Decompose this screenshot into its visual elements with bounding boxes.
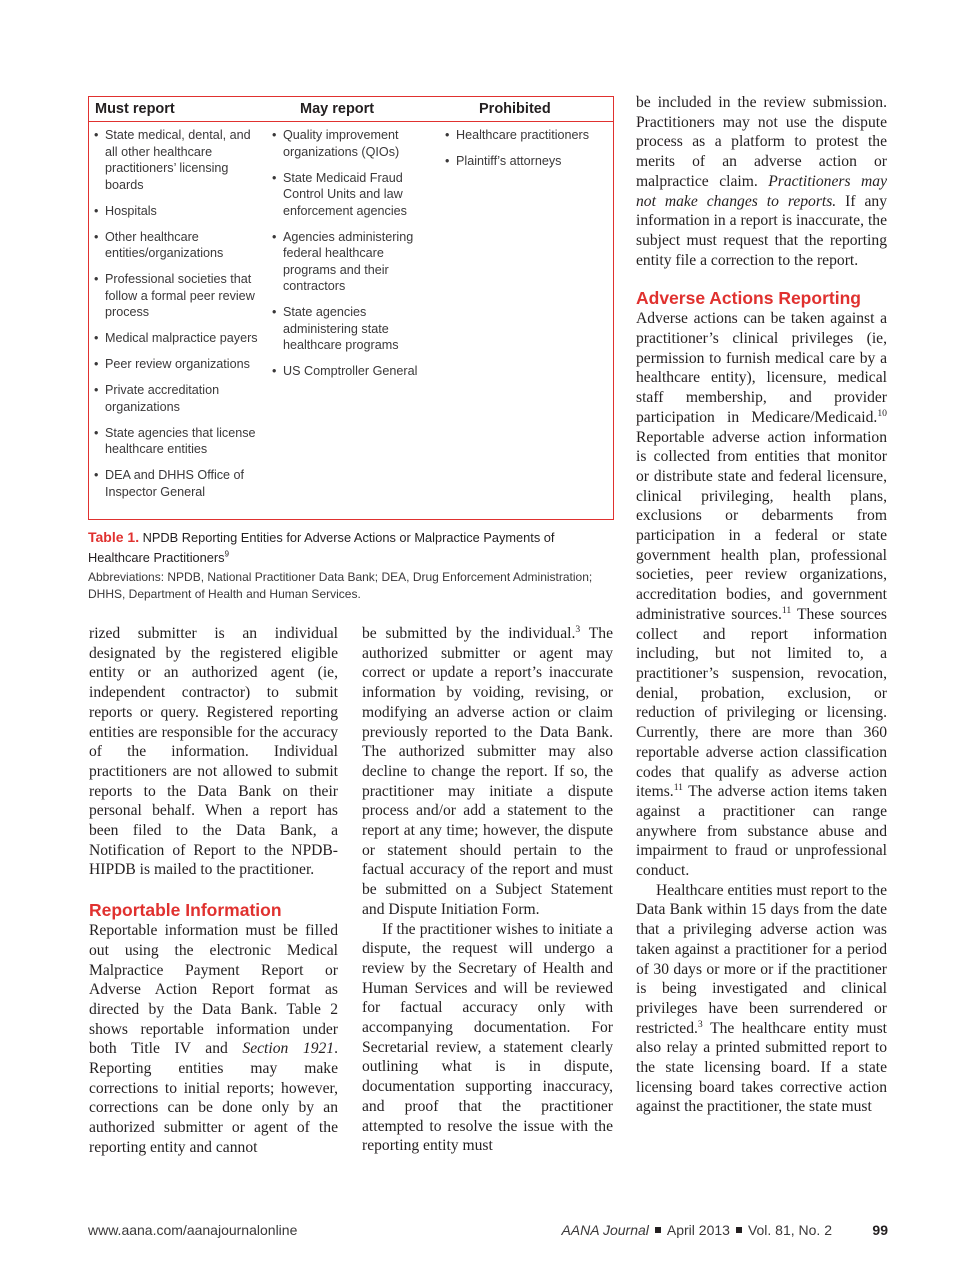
paragraph: Healthcare entities must report to the Data Bank within 15 days from the date that a privileging adverse action was taken against a practitioner for a period of 30 days or more or if the practitioner is being investigated and clinical privileges have been surrendered or restricted.$^3$ The healthcare entity must also relay a printed submitted report to the state licensing board. If a state licensing board takes corrective action against the practitioner, the state must: [636, 881, 887, 1116]
list-item: • Private accreditation organizations: [94, 382, 266, 415]
reporting-entities-table: [88, 96, 614, 520]
list-item: • Hospitals: [94, 203, 266, 220]
table-header-row: [89, 97, 613, 122]
text-column-2: [362, 624, 613, 1156]
table-caption: [88, 527, 618, 602]
text-column-1: [89, 624, 338, 1158]
text-column-3: [636, 93, 887, 1117]
must-report-column: [94, 127, 266, 510]
paragraph: Reportable information must be filled out using the electronic Medical Malpractice Payment Report or Adverse Action Report format as directed by the Data Bank. Table 2 shows reportable information under both Title IV and Section 1921. Reporting entities may make corrections to initial reports; however, corrections can be done only by an authorized submitter or agent of the reporting entity and cannot: [89, 922, 338, 1156]
journal-url: www.aana.com/aanajournalonline: [88, 1222, 298, 1238]
list-item: • Professional societies that follow a formal peer review process: [94, 271, 266, 321]
prohibited-column: [445, 127, 611, 179]
list-item: • State medical, dental, and all other healthcare practitioners’ licensing boards: [94, 127, 266, 193]
paragraph: Adverse actions can be taken against a practitioner’s clinical privileges (ie, permission to furnish medical care by a healthcare entity), licensure, medical staff membership, and provider participation in Medicare/Medicaid.$^{10}$ Reportable adverse action information is collected from entities that monitor or distribute state and federal licensure, clinical privileging, health plans, exclusions or debarments from participation in a federal or state government health plan, professional societies, peer review organizations, accreditation bodies, and government administrative sources.$^{11}$ These sources collect and report information including, but not limited to, a practitioner’s suspension, revocation, denial, probation, exclusion, or reduction of privileging or licensing. Currently, there are more than 360 reportable adverse action classification codes that qualify as adverse action items.$^{11}$ The adverse action items taken against a practitioner can range anywhere from substance abuse and impairment to fraud or unprofessional conduct.: [636, 310, 887, 880]
header-must-report: Must report: [95, 101, 175, 117]
list-item: • Other healthcare entities/organizations: [94, 229, 266, 262]
journal-issue: [561, 1222, 832, 1238]
list-item: • US Comptroller General: [272, 363, 432, 380]
reference-marker: 10: [877, 407, 887, 419]
list-item: • State agencies administering state healthcare programs: [272, 304, 432, 354]
list-item: • State Medicaid Fraud Control Units and law enforcement agencies: [272, 170, 432, 220]
caption-label: Table 1.: [88, 529, 140, 545]
list-item: • Healthcare practitioners: [445, 127, 611, 144]
separator-square-icon: [655, 1227, 661, 1233]
list-item: • Quality improvement organizations (QIOs): [272, 127, 432, 160]
list-item: • Peer review organizations: [94, 356, 266, 373]
list-item: • Medical malpractice payers: [94, 330, 266, 347]
may-report-column: [272, 127, 432, 389]
paragraph: rized submitter is an individual designated by the registered eligible entity or an authorized agent (ie, independent contractor) to submit reports or query. Registered reporting entities are responsible for the accuracy of the information. Individual practitioners are not allowed to submit reports to the Data Bank on their personal behalf. When a report has been filed to the Data Bank, a Notification of Report to the NPDB-HIPDB is mailed to the practitioner.: [89, 625, 338, 879]
header-may-report: May report: [300, 101, 375, 117]
volume-number: Vol. 81, No. 2: [747, 1222, 832, 1238]
paragraph: If the practitioner wishes to initiate a dispute, the request will undergo a review by the Secretary of Health and Human Services and will be reviewed for factual accuracy only with accompanying documentation. For Secretarial review, a statement clearly outlining what is in dispute, documentation supporting inaccuracy, and proof that the practitioner attempted to resolve the issue with the reporting entity must: [362, 920, 613, 1155]
list-item: • DEA and DHHS Office of Inspector General: [94, 467, 266, 500]
journal-name: AANA Journal: [561, 1222, 649, 1238]
header-prohibited: Prohibited: [479, 101, 551, 117]
list-item: • Agencies administering federal healthcare programs and their contractors: [272, 229, 432, 295]
page-number: 99: [872, 1222, 888, 1238]
paragraph: be included in the review submission. Practitioners may not use the dispute process as a platform to protest the merits of an adverse action or malpractice claim. Practitioners may not make changes to reports. If any information in a report is inaccurate, the subject must request that the reporting entity file a correction to the report.: [636, 94, 887, 269]
reference-marker: 3: [575, 623, 581, 635]
separator-square-icon: [736, 1227, 742, 1233]
section-heading-adverse-actions-reporting: Adverse Actions Reporting: [636, 288, 861, 309]
caption-abbreviations: Abbreviations: NPDB, National Practitioner Data Bank; DEA, Drug Enforcement Administration; DHHS, Department of Health and Human Services.: [88, 570, 593, 601]
caption-title: NPDB Reporting Entities for Adverse Actions or Malpractice Payments of Healthcare Practitioners: [88, 530, 555, 565]
reference-marker: 3: [697, 1018, 703, 1030]
issue-date: April 2013: [666, 1222, 730, 1238]
list-item: • State agencies that license healthcare entities: [94, 425, 266, 458]
section-heading-reportable-information: Reportable Information: [89, 900, 282, 921]
caption-reference: 9: [224, 549, 229, 559]
reference-marker: 11: [781, 604, 792, 616]
paragraph: be submitted by the individual.$^3$ The authorized submitter or agent may correct or update a report’s inaccurate information by voiding, revising, or modifying an adverse action or claim previously reported to the Data Bank. The authorized submitter may also decline to change the report. If so, the practitioner may initiate a dispute process and/or add a statement to the report at any time; however, the dispute or statement should pertain to the factual accuracy of the report and must be submitted on a Subject Statement and Dispute Initiation Form.: [362, 623, 613, 918]
list-item: • Plaintiff’s attorneys: [445, 153, 611, 170]
reference-marker: 11: [673, 782, 683, 794]
